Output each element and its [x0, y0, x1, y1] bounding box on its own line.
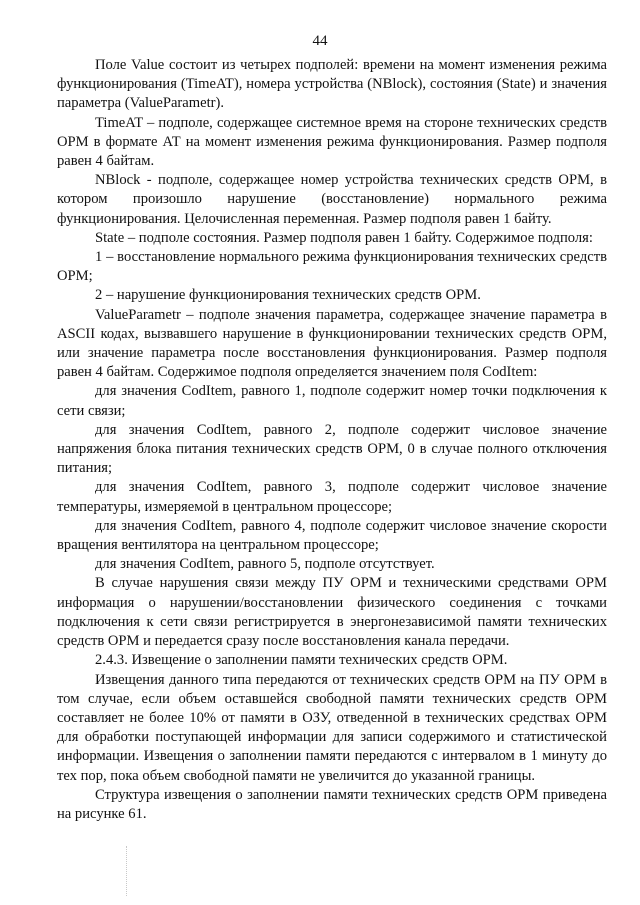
paragraph-coditem-2: для значения CodItem, равного 2, подполе содержит числовое значение напряжения блока питания технических средств ОРМ, 0 в случае полного отключения питания;: [57, 421, 607, 477]
paragraph-memory-notice: Извещения данного типа передаются от технических средств ОРМ на ПУ ОРМ в том случае, если объем оставшейся свободной памяти технических средств ОРМ составляет не более 10% от памяти в ОЗУ, отведенной в технических средствах ОРМ для обработки поступающей информации для записи содержимого и статистической информации. Извещения о заполнении памяти передаются с интервалом в 1 минуту до тех пор, пока объем свободной памяти не увеличится до указанной границы.: [57, 671, 607, 784]
section-heading-2-4-3: 2.4.3. Извещение о заполнении памяти технических средств ОРМ.: [95, 652, 508, 669]
paragraph-state: State – подполе состояния. Размер подполя равен 1 байту. Содержимое подполя:: [95, 229, 593, 246]
paragraph-figure-reference: Структура извещения о заполнении памяти технических средств ОРМ приведена на рисунке 61.: [57, 786, 607, 822]
paragraph-coditem-1: для значения CodItem, равного 1, подполе содержит номер точки подключения к сети связи;: [57, 383, 607, 419]
paragraph-coditem-5: для значения CodItem, равного 5, подполе отсутствует.: [95, 556, 435, 573]
paragraph-coditem-4: для значения CodItem, равного 4, подполе содержит числовое значение скорости вращения вентилятора на центральном процессоре;: [57, 517, 607, 554]
page-body: [57, 56, 607, 824]
paragraph-state-2: 2 – нарушение функционирования технических средств ОРМ.: [95, 287, 481, 304]
paragraph-timeat: TimeAT – подполе, содержащее системное время на стороне технических средств ОРМ в формате АТ на момент изменения режима функционирования. Размер подполя равен 4 байтам.: [57, 114, 607, 170]
paragraph-value-field: Поле Value состоит из четырех подполей: времени на момент изменения режима функционирования (TimeAT), номера устройства (NBlock), состояния (State) и значения параметра (ValueParametr).: [57, 57, 607, 112]
page-number: 44: [312, 33, 328, 49]
paragraph-connection-loss: В случае нарушения связи между ПУ ОРМ и техническими средствами ОРМ информация о нарушении/восстановлении физического соединения с точками подключения к сети связи регистрируется в энергонезависимой памяти технических средств ОРМ и передается сразу после восстановления канала передачи.: [57, 575, 607, 650]
paragraph-valueparametr: ValueParametr – подполе значения параметра, содержащее значение параметра в ASCII кодах, вызвавшего нарушение в функционировании технических средств ОРМ, или значение параметра после восстановления функционирования. Размер подполя равен 4 байтам. Содержимое подполя определяется значением поля CodItem:: [57, 306, 607, 381]
paragraph-state-1: 1 – восстановление нормального режима функционирования технических средств ОРМ;: [57, 249, 607, 285]
scan-margin-mark: [126, 846, 128, 896]
paragraph-nblock: NBlock - подполе, содержащее номер устройства технических средств ОРМ, в котором произошло нарушение (восстановление) нормального режима функционирования. Целочисленная переменная. Размер подполя равен 1 байту.: [57, 172, 607, 227]
paragraph-coditem-3: для значения CodItem, равного 3, подполе содержит числовое значение температуры, измеряемой в центральном процессоре;: [57, 479, 607, 515]
